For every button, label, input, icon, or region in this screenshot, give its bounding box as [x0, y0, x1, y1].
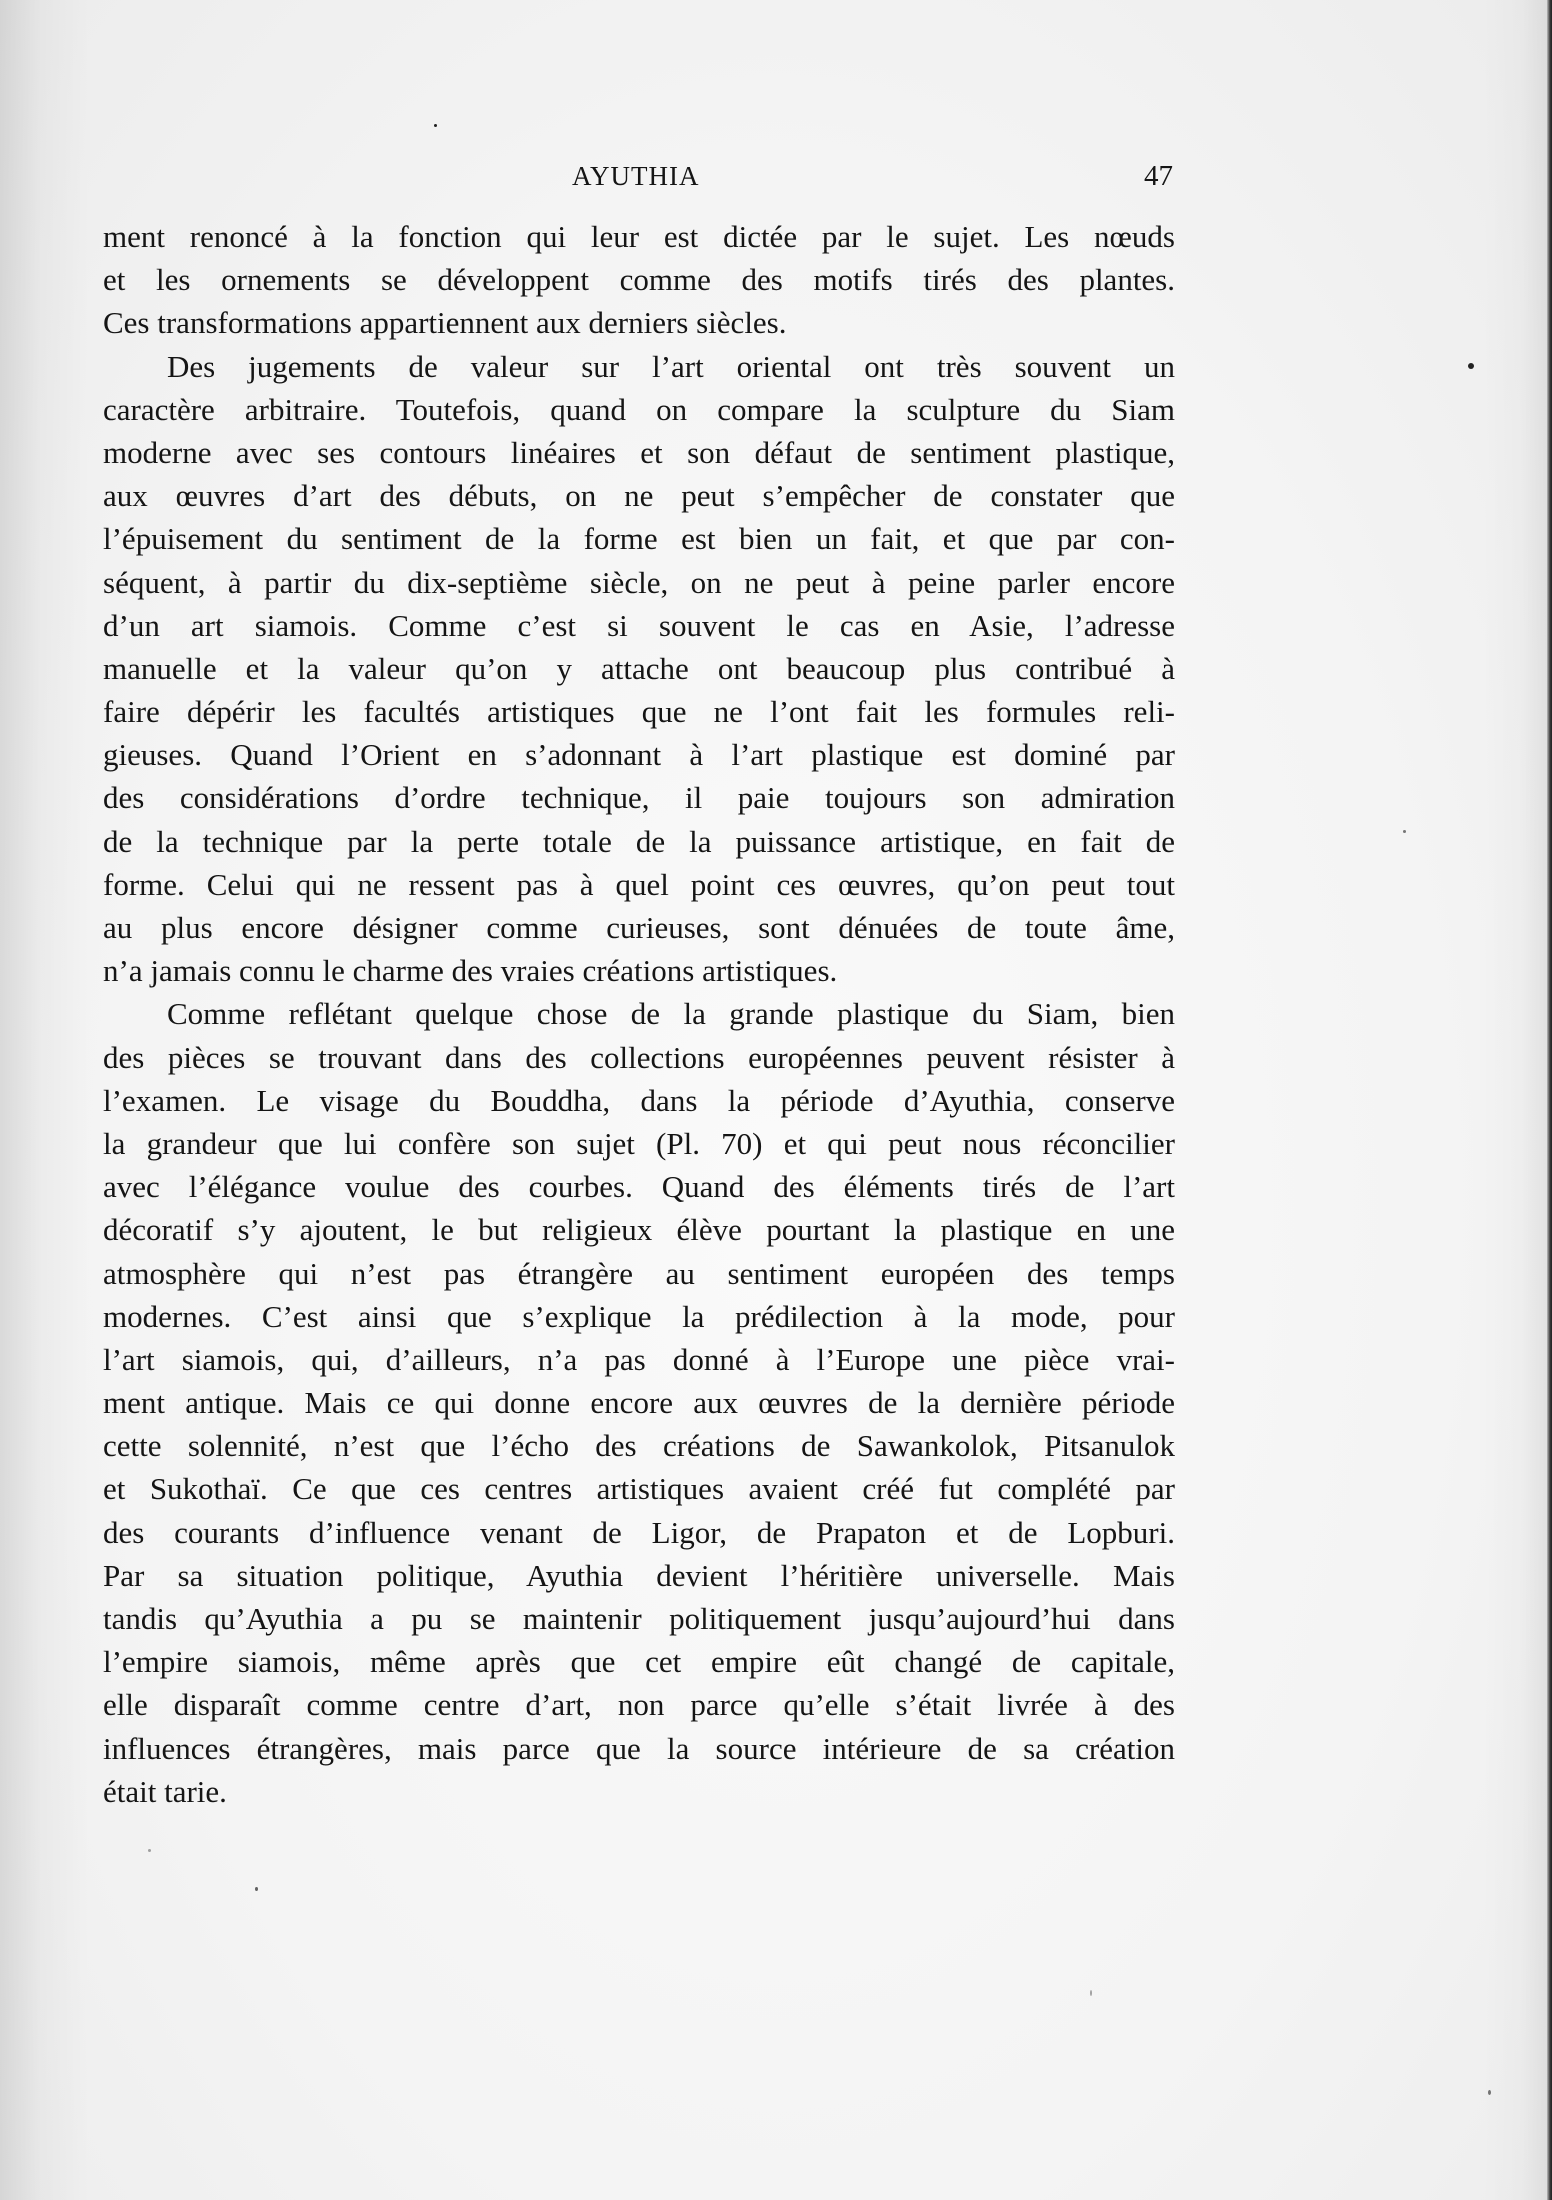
text-line: et Sukothaï. Ce que ces centres artistiques avaient créé fut complété par [103, 1471, 1175, 1507]
text-line: atmosphère qui n’est pas étrangère au sentiment européen des temps [103, 1255, 1175, 1291]
text-line: la grandeur que lui confère son sujet (Pl. 70) et qui peut nous réconcilier [103, 1125, 1175, 1161]
text-line: influences étrangères, mais parce que la source intérieure de sa création [103, 1730, 1175, 1766]
body-text [103, 215, 1175, 1813]
text-line: des considérations d’ordre technique, il paie toujours son admiration [103, 780, 1175, 816]
text-line: avec l’élégance voulue des courbes. Quand des éléments tirés de l’art [103, 1169, 1175, 1205]
scan-speck [148, 1849, 151, 1852]
scan-speck [1488, 2090, 1491, 2095]
scan-speck [255, 1887, 258, 1891]
text-line: tandis qu’Ayuthia a pu se maintenir politiquement jusqu’aujourd’hui dans [103, 1601, 1175, 1636]
paragraph [103, 992, 1175, 1813]
running-head [103, 156, 1175, 196]
paragraph [103, 215, 1175, 345]
paragraph [103, 345, 1175, 993]
text-line: de la technique par la perte totale de la puissance artistique, en fait de [103, 823, 1175, 859]
text-line: l’épuisement du sentiment de la forme est bien un fait, et que par con- [103, 521, 1175, 557]
text-line: décoratif s’y ajoutent, le but religieux élève pourtant la plastique en une [103, 1212, 1175, 1248]
text-line: faire dépérir les facultés artistiques que ne l’ont fait les formules reli- [103, 694, 1175, 730]
text-line: séquent, à partir du dix-septième siècle, on ne peut à peine parler encore [103, 564, 1175, 600]
page-number: 47 [1144, 160, 1173, 192]
text-line: aux œuvres d’art des débuts, on ne peut s’empêcher de constater que [103, 478, 1175, 514]
text-line: gieuses. Quand l’Orient en s’adonnant à l’art plastique est dominé par [103, 737, 1175, 773]
text-line: et les ornements se développent comme des motifs tirés des plantes. [103, 262, 1175, 298]
text-line: l’examen. Le visage du Bouddha, dans la période d’Ayuthia, conserve [103, 1082, 1175, 1118]
scan-speck [1403, 830, 1406, 833]
text-line: n’a jamais connu le charme des vraies créations artistiques. [103, 953, 838, 989]
scan-speck [434, 124, 437, 127]
text-line: moderne avec ses contours linéaires et son défaut de sentiment plastique, [103, 434, 1175, 470]
text-line: des pièces se trouvant dans des collections européennes peuvent résister à [103, 1039, 1175, 1075]
text-line: cette solennité, n’est que l’écho des créations de Sawankolok, Pitsanulok [103, 1428, 1175, 1464]
scan-speck [1090, 1990, 1092, 1996]
text-line: caractère arbitraire. Toutefois, quand on compare la sculpture du Siam [103, 391, 1175, 427]
text-line: Des jugements de valeur sur l’art oriental ont très souvent un [167, 348, 1175, 384]
text-line: était tarie. [103, 1773, 227, 1809]
text-line: elle disparaît comme centre d’art, non parce qu’elle s’était livrée à des [103, 1687, 1175, 1723]
text-line: d’un art siamois. Comme c’est si souvent le cas en Asie, l’adresse [103, 607, 1175, 643]
text-line: Ces transformations appartiennent aux derniers siècles. [103, 305, 787, 341]
text-line: modernes. C’est ainsi que s’explique la prédilection à la mode, pour [103, 1298, 1175, 1334]
text-line: Par sa situation politique, Ayuthia devient l’héritière universelle. Mais [103, 1557, 1175, 1593]
page-edge-shadow [1547, 0, 1552, 2200]
text-line: l’art siamois, qui, d’ailleurs, n’a pas donné à l’Europe une pièce vrai- [103, 1341, 1175, 1377]
scan-speck [1468, 363, 1474, 369]
text-line: des courants d’influence venant de Ligor, de Prapaton et de Lopburi. [103, 1514, 1175, 1550]
text-line: manuelle et la valeur qu’on y attache ont beaucoup plus contribué à [103, 650, 1175, 686]
text-line: au plus encore désigner comme curieuses, sont dénuées de toute âme, [103, 910, 1175, 945]
text-line: Comme reflétant quelque chose de la grande plastique du Siam, bien [167, 996, 1175, 1032]
text-line: ment renoncé à la fonction qui leur est dictée par le sujet. Les nœuds [103, 219, 1175, 254]
text-line: l’empire siamois, même après que cet empire eût changé de capitale, [103, 1644, 1175, 1680]
running-head-title: AYUTHIA [572, 161, 700, 191]
text-line: ment antique. Mais ce qui donne encore aux œuvres de la dernière période [103, 1385, 1175, 1421]
text-line: forme. Celui qui ne ressent pas à quel point ces œuvres, qu’on peut tout [103, 866, 1175, 902]
